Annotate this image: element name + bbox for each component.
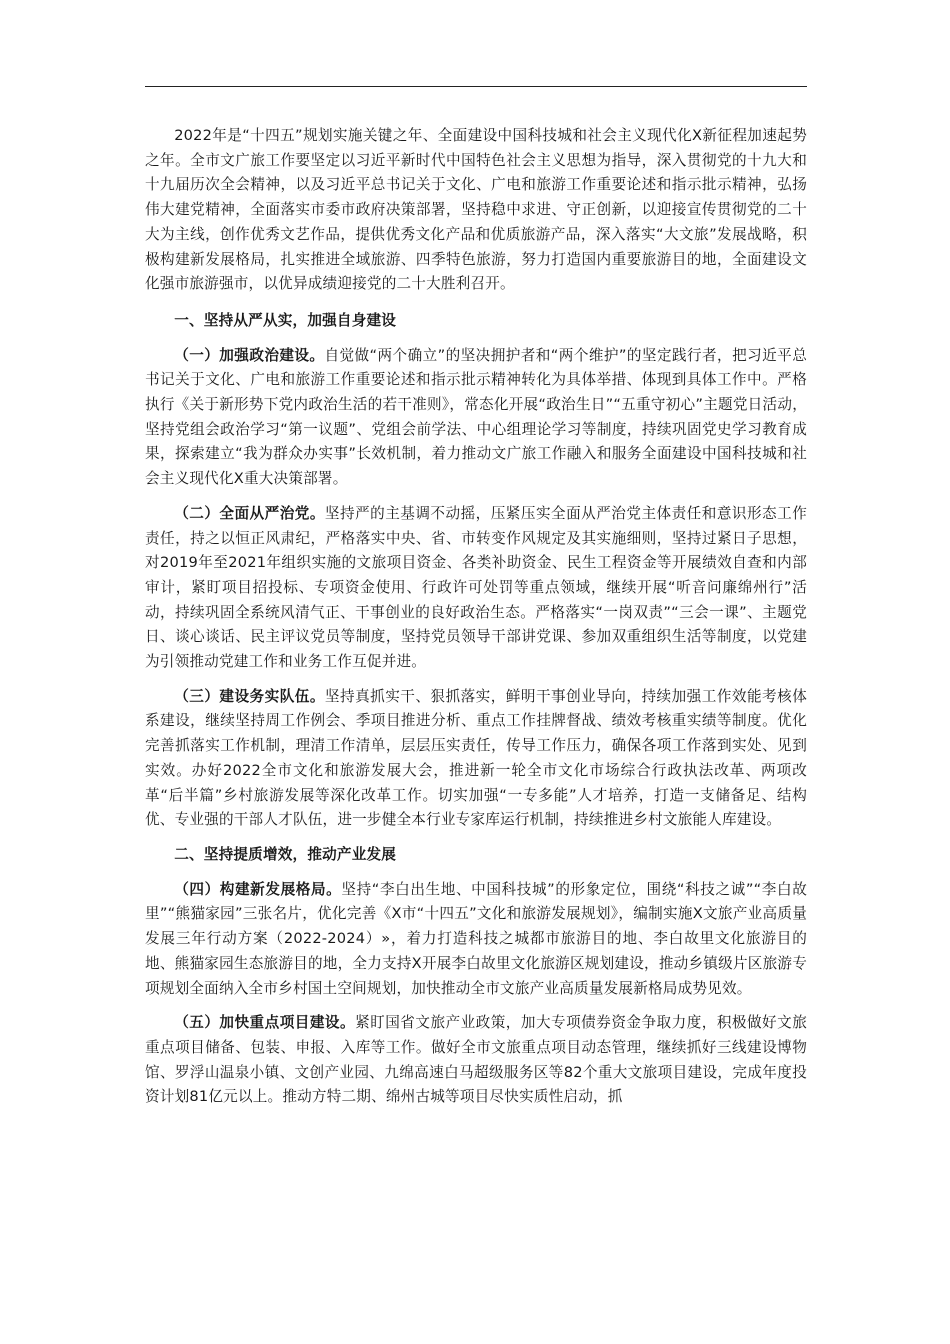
paragraph-1 [145,344,807,492]
paragraph-label: （四）构建新发展格局。 [174,880,342,898]
paragraph-5 [145,1011,807,1110]
paragraph-text: 坚持“李白出生地、中国科技城”的形象定位，围绕“科技之诚”“李白故里”“熊猫家园”三张名片，优化完善《X市“十四五”文化和旅游发展规划》，编制实施X文旅产业高质量发展三年行动方案（2022-2024）»，着力打造科技之城都市旅游目的地、李白故里文化旅游目的地、熊猫家园生态旅游目的地，全力支持X开展李白故里文化旅游区规划建设，推动乡镇级片区旅游专项规划全面纳入全市乡村国土空间规划，加快推动全市文旅产业高质量发展新格局成势见效。 [145,880,808,997]
section-heading-1: 一、坚持从严从实，加强自身建设 [174,311,397,329]
paragraph-label: （三）建设务实队伍。 [174,687,325,705]
paragraph-text: 紧盯国省文旅产业政策，加大专项债券资金争取力度，积极做好文旅重点项目储备、包装、申报、入库等工作。做好全市文旅重点项目动态管理，继续抓好三线建设博物馆、罗浮山温泉小镇、文创产业园、九绵高速白马超级服务区等82个重大文旅项目建设，完成年度投资计划81亿元以上。推动方特二期、绵州古城等项目尽快实质性启动，抓 [145,1014,807,1106]
document-body [145,124,807,1120]
paragraph-label: （五）加快重点项目建设。 [174,1014,356,1032]
paragraph-text: 自觉做“两个确立”的坚决拥护者和“两个维护”的坚定践行者，把习近平总书记关于文化、广电和旅游工作重要论述和指示批示精神转化为具体举措、体现到具体工作中。严格执行《关于新形势下党内政治生活的若干准则》，常态化开展“政治生日”“五重守初心”主题党日活动，坚持党组会政治学习“第一议题”、党组会前学法、中心组理论学习等制度，持续巩固党史学习教育成果，探索建立“我为群众办实事”长效机制，着力推动文广旅工作融入和服务全面建设中国科技城和社会主义现代化X重大决策部署。 [145,346,807,488]
paragraph-label: （二）全面从严治党。 [174,504,325,522]
paragraph-2 [145,502,807,675]
header-rule [145,86,807,87]
paragraph-4 [145,878,807,1002]
paragraph-text: 坚持真抓实干、狠抓落实，鲜明干事创业导向，持续加强工作效能考核体系建设，继续坚持周工作例会、季项目推进分析、重点工作挂牌督战、绩效考核重实绩等制度。优化完善抓落实工作机制，理清工作清单，层层压实责任，传导工作压力，确保各项工作落到实处、见到实效。办好2022全市文化和旅游发展大会，推进新一轮全市文化市场综合行政执法改革、两项改革“后半篇”乡村旅游发展等深化改革工作。切实加强“一专多能”人才培养，打造一支储备足、结构优、专业强的干部人才队伍，进一步健全本行业专家库运行机制，持续推进乡村文旅能人库建设。 [145,687,807,829]
paragraph-text: 坚持严的主基调不动摇，压紧压实全面从严治党主体责任和意识形态工作责任，持之以恒正风肃纪，严格落实中央、省、市转变作风规定及其实施细则，坚持过紧日子思想，对2019年至2021年组织实施的文旅项目资金、各类补助资金、民生工程资金等开展绩效自查和内部审计，紧盯项目招投标、专项资金使用、行政许可处罚等重点领域，继续开展“听音问廉绵州行”活动，持续巩固全系统风清气正、干事创业的良好政治生态。严格落实“一岗双责”“三会一课”、主题党日、谈心谈话、民主评议党员等制度，坚持党员领导干部讲党课、参加双重组织生活等制度，以党建为引领推动党建工作和业务工作互促并进。 [145,504,807,671]
paragraph-3 [145,685,807,833]
section-heading-2: 二、坚持提质增效，推动产业发展 [174,845,397,863]
paragraph-label: （一）加强政治建设。 [174,346,325,364]
intro-paragraph: 2022年是“十四五”规划实施关键之年、全面建设中国科技城和社会主义现代化X新征程加速起势之年。全市文广旅工作要坚定以习近平新时代中国特色社会主义思想为指导，深入贯彻党的十九大和十九届历次全会精神，以及习近平总书记关于文化、广电和旅游工作重要论述和指示批示精神，弘扬伟大建党精神，全面落实市委市政府决策部署，坚持稳中求进、守正创新，以迎接宣传贯彻党的二十大为主线，创作优秀文艺作品，提供优秀文化产品和优质旅游产品，深入落实“大文旅”发展战略，积极构建新发展格局，扎实推进全域旅游、四季特色旅游，努力打造国内重要旅游目的地，全面建设文化强市旅游强市，以优异成绩迎接党的二十大胜利召开。 [145,127,807,293]
